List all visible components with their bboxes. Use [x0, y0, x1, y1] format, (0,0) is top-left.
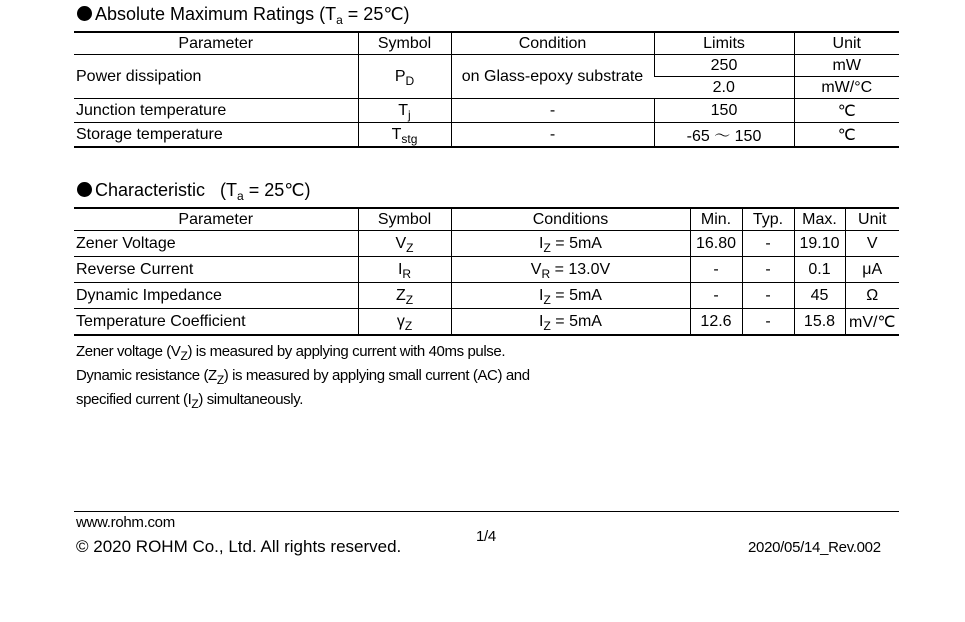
footer-copyright: © 2020 ROHM Co., Ltd. All rights reserved.: [76, 537, 402, 556]
unit-cell: Ω: [845, 283, 899, 309]
footer-divider: [74, 511, 899, 512]
symbol-cell: $\gamma_Z$: [358, 309, 451, 336]
table-row: [74, 283, 899, 309]
symbol-cell: $T_{stg}$: [358, 123, 451, 148]
header-symbol: Symbol: [358, 32, 451, 55]
section1-condition: ($T_a$ = 25℃): [319, 4, 410, 27]
limit-cell: 2.0: [654, 77, 794, 99]
max-cell: 19.10: [794, 231, 845, 257]
table-row: [74, 99, 899, 123]
condition-cell: $V_R = 13.0V$: [451, 257, 690, 283]
table-row: [74, 231, 899, 257]
param-cell: Zener Voltage: [74, 231, 358, 257]
revision-label: 2020/05/14_Rev.002: [748, 539, 881, 556]
min-cell: 12.6: [690, 309, 742, 336]
header-typ: Typ.: [742, 208, 794, 231]
condition-cell: -: [451, 99, 654, 123]
param-cell: Temperature Coefficient: [74, 309, 358, 336]
section2-title: Characteristic ($T_a$ = 25℃): [77, 179, 310, 201]
header-max: Max.: [794, 208, 845, 231]
typ-cell: -: [742, 309, 794, 336]
unit-cell: mV/℃: [845, 309, 899, 336]
symbol-cell: $T_j$: [358, 99, 451, 123]
unit-cell: mW: [794, 55, 899, 77]
param-cell: Power dissipation: [74, 55, 358, 99]
table-row: [74, 257, 899, 283]
note-line: specified current $(I_Z)$ simultaneously.: [76, 391, 303, 411]
unit-cell: ℃: [794, 123, 899, 148]
footer-url[interactable]: www.rohm.com: [76, 514, 175, 531]
section2-condition: ($T_a$ = 25℃): [220, 180, 311, 203]
header-limits: Limits: [654, 32, 794, 55]
characteristic-table: [74, 207, 899, 336]
header-symbol: Symbol: [358, 208, 451, 231]
bullet-icon: [77, 6, 92, 21]
condition-cell: $I_Z = 5mA$: [451, 283, 690, 309]
header-min: Min.: [690, 208, 742, 231]
unit-cell: V: [845, 231, 899, 257]
header-conditions: Conditions: [451, 208, 690, 231]
typ-cell: -: [742, 257, 794, 283]
header-parameter: Parameter: [74, 208, 358, 231]
symbol-cell: $Z_Z$: [358, 283, 451, 309]
min-cell: 16.80: [690, 231, 742, 257]
unit-cell: ℃: [794, 99, 899, 123]
min-cell: -: [690, 283, 742, 309]
max-cell: 0.1: [794, 257, 845, 283]
param-cell: Reverse Current: [74, 257, 358, 283]
param-cell: Dynamic Impedance: [74, 283, 358, 309]
symbol-cell: $I_R$: [358, 257, 451, 283]
header-parameter: Parameter: [74, 32, 358, 55]
condition-cell: $I_Z = 5mA$: [451, 309, 690, 336]
notes: [76, 340, 530, 412]
table-header-row: [74, 32, 899, 55]
note-line: Dynamic resistance $(Z_Z)$ is measured by applying small current (AC) and: [76, 367, 530, 387]
bullet-icon: [77, 182, 92, 197]
max-cell: 15.8: [794, 309, 845, 336]
symbol-cell: $P_D$: [358, 55, 451, 99]
header-condition: Condition: [451, 32, 654, 55]
page-number: 1/4: [476, 528, 496, 545]
header-unit: Unit: [845, 208, 899, 231]
table-row: [74, 55, 899, 77]
limit-cell: -65 ～ 150: [654, 123, 794, 148]
unit-cell: μA: [845, 257, 899, 283]
table-row: [74, 309, 899, 336]
symbol-cell: $V_Z$: [358, 231, 451, 257]
param-cell: Junction temperature: [74, 99, 358, 123]
section1-title: Absolute Maximum Ratings ($T_a$ = 25℃): [77, 3, 410, 25]
table-row: [74, 123, 899, 148]
limit-cell: 250: [654, 55, 794, 77]
condition-cell: -: [451, 123, 654, 148]
typ-cell: -: [742, 231, 794, 257]
max-cell: 45: [794, 283, 845, 309]
note-line: Zener voltage $(V_Z)$ is measured by applying current with 40ms pulse.: [76, 343, 506, 363]
min-cell: -: [690, 257, 742, 283]
absolute-max-ratings-table: [74, 31, 899, 148]
condition-cell: on Glass-epoxy substrate: [451, 55, 654, 99]
limit-cell: 150: [654, 99, 794, 123]
unit-cell: mW/°C: [794, 77, 899, 99]
header-unit: Unit: [794, 32, 899, 55]
condition-cell: $I_Z = 5mA$: [451, 231, 690, 257]
table-header-row: [74, 208, 899, 231]
typ-cell: -: [742, 283, 794, 309]
param-cell: Storage temperature: [74, 123, 358, 148]
